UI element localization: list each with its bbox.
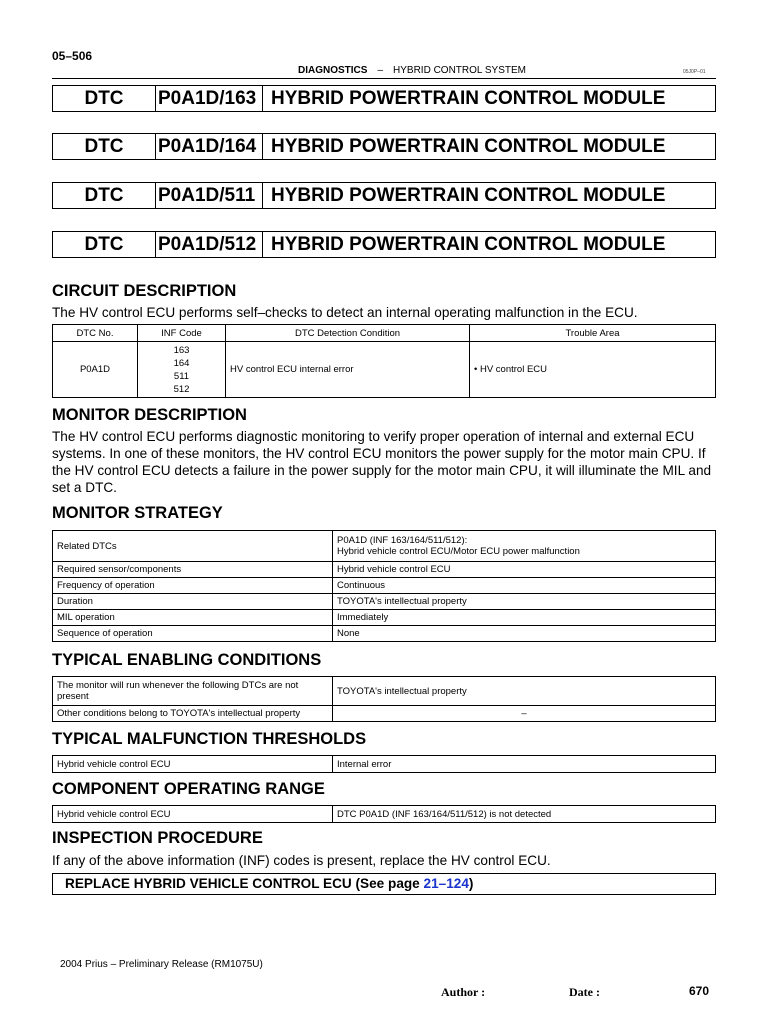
dtc-title-row [52, 133, 716, 160]
circuit-description-text: The HV control ECU performs self–checks to detect an internal operating malfunction in the ECU. [52, 305, 638, 320]
header-category: DIAGNOSTICS [298, 65, 368, 76]
table-header: Trouble Area [470, 325, 716, 342]
strategy-value: Continuous [333, 578, 716, 594]
table-header: DTC Detection Condition [226, 325, 470, 342]
malfunction-thresholds-heading: TYPICAL MALFUNCTION THRESHOLDS [52, 730, 367, 748]
inf-code: 511 [173, 370, 190, 382]
operating-range-heading: COMPONENT OPERATING RANGE [52, 780, 325, 798]
dtc-title: HYBRID POWERTRAIN CONTROL MODULE [271, 234, 666, 255]
dtc-title: HYBRID POWERTRAIN CONTROL MODULE [271, 88, 666, 109]
running-header [298, 65, 526, 76]
range-value: DTC P0A1D (INF 163/164/511/512) is not detected [333, 806, 716, 823]
monitor-strategy-heading: MONITOR STRATEGY [52, 504, 223, 522]
strategy-value: Hybrid vehicle control ECU [333, 562, 716, 578]
enabling-value: TOYOTA's intellectual property [333, 677, 716, 706]
range-label: Hybrid vehicle control ECU [53, 806, 333, 823]
strategy-label: Required sensor/components [53, 562, 333, 578]
dtc-label: DTC [53, 86, 156, 111]
dtc-number-cell: P0A1D [53, 342, 138, 398]
circuit-description-heading: CIRCUIT DESCRIPTION [52, 282, 237, 300]
strategy-value: None [333, 626, 716, 642]
circuit-table [52, 324, 716, 398]
page-reference-link[interactable]: 21–124 [423, 876, 469, 891]
strategy-label: Related DTCs [53, 531, 333, 562]
enabling-conditions-heading: TYPICAL ENABLING CONDITIONS [52, 651, 322, 669]
dtc-title-row [52, 182, 716, 209]
operating-range-table [52, 805, 716, 823]
strategy-value: Immediately [333, 610, 716, 626]
dtc-code: P0A1D/511 [156, 183, 263, 208]
inf-code: 163 [173, 344, 190, 356]
strategy-value: TOYOTA's intellectual property [333, 594, 716, 610]
procedure-step-close: ) [468, 876, 474, 891]
inf-code: 512 [173, 383, 190, 395]
enabling-label: The monitor will run whenever the following DTCs are not present [53, 677, 333, 706]
procedure-step-box [52, 873, 716, 895]
inspection-procedure-text: If any of the above information (INF) codes is present, replace the HV control ECU. [52, 853, 551, 868]
strategy-label: MIL operation [53, 610, 333, 626]
header-system: HYBRID CONTROL SYSTEM [393, 65, 526, 76]
page-number: 670 [689, 984, 710, 998]
strategy-value-line: P0A1D (INF 163/164/511/512): [337, 535, 468, 546]
strategy-value [333, 531, 716, 562]
threshold-value: Internal error [333, 756, 716, 773]
monitor-strategy-table [52, 530, 716, 642]
strategy-value-line: Hybrid vehicle control ECU/Motor ECU power malfunction [337, 546, 580, 557]
dtc-label: DTC [53, 183, 156, 208]
dtc-label: DTC [53, 134, 156, 159]
dtc-label: DTC [53, 232, 156, 257]
dtc-title-row [52, 231, 716, 258]
detection-condition-cell: HV control ECU internal error [226, 342, 470, 398]
inspection-procedure-heading: INSPECTION PROCEDURE [52, 829, 263, 847]
section-page-number: 05–506 [52, 49, 93, 63]
figure-code: 05J0P–01 [683, 69, 706, 75]
trouble-area-cell: • HV control ECU [470, 342, 716, 398]
dtc-code: P0A1D/164 [156, 134, 263, 159]
enabling-conditions-table [52, 676, 716, 722]
header-separator: – [377, 65, 384, 76]
table-header: DTC No. [53, 325, 138, 342]
author-label: Author : [441, 985, 486, 999]
dtc-code: P0A1D/163 [156, 86, 263, 111]
header-rule [52, 78, 716, 79]
strategy-label: Duration [53, 594, 333, 610]
procedure-step-text: REPLACE HYBRID VEHICLE CONTROL ECU (See page [65, 876, 424, 891]
dtc-title: HYBRID POWERTRAIN CONTROL MODULE [271, 136, 666, 157]
dtc-code: P0A1D/512 [156, 232, 263, 257]
inf-code-cell [138, 342, 226, 398]
monitor-description-heading: MONITOR DESCRIPTION [52, 406, 247, 424]
enabling-value: – [333, 706, 716, 722]
threshold-label: Hybrid vehicle control ECU [53, 756, 333, 773]
strategy-label: Frequency of operation [53, 578, 333, 594]
date-label: Date : [569, 985, 600, 999]
table-header: INF Code [138, 325, 226, 342]
dtc-title: HYBRID POWERTRAIN CONTROL MODULE [271, 185, 666, 206]
inf-code: 164 [173, 357, 190, 369]
release-footer: 2004 Prius – Preliminary Release (RM1075U) [60, 959, 263, 970]
malfunction-thresholds-table [52, 755, 716, 773]
dtc-title-row [52, 85, 716, 112]
monitor-description-text: The HV control ECU performs diagnostic monitoring to verify proper operation of internal and external ECU systems. In one of these monitors, the HV control ECU monitors the power supply for the motor main CPU. If the HV control ECU detects a failure in the power supply for the motor main CPU, it will illuminate the MIL and set a DTC. [52, 429, 712, 495]
enabling-label: Other conditions belong to TOYOTA's intellectual property [53, 706, 333, 722]
strategy-label: Sequence of operation [53, 626, 333, 642]
